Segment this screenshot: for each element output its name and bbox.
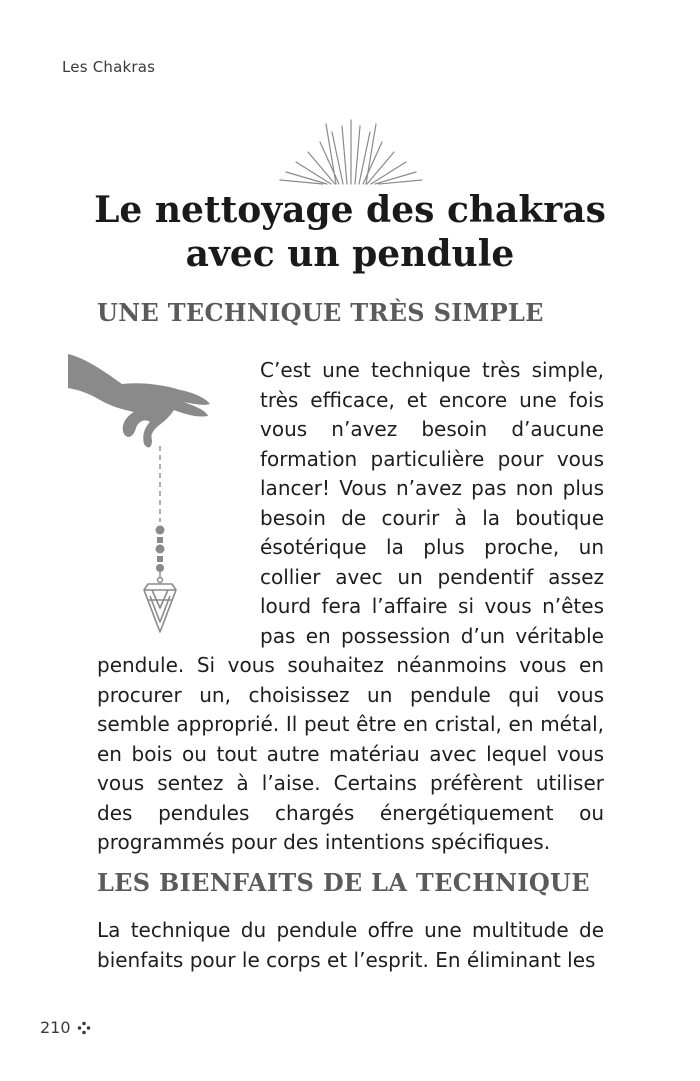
section-heading-benefits: LES BIENFAITS DE LA TECHNIQUE	[97, 868, 590, 897]
sunburst-ornament-icon	[276, 114, 426, 186]
body-paragraph-benefits: La technique du pendule offre une multitude de bienfaits pour le corps et l’esprit. En éliminant les	[97, 918, 604, 972]
illustration-wrap-spacer	[97, 356, 260, 646]
paragraph-text: C’est une technique très simple, très efficace, et encore une fois vous n’avez besoin d’aucune formation particulière pour vous lancer! Vous n’avez pas non plus besoin de courir à la boutique ésotérique la plus proche, un collier avec un pendentif assez lourd fera l’affaire si vous n’êtes pas en possession d’un véritable pendule. Si vous souhaitez néanmoins vous en procurer un, choisissez un pendule qui vous semble approprié. Il peut être en cristal, en métal, en bois ou tout autre matériau avec lequel vous vous sentez à l’aise. Certains préfèrent utiliser des pendules chargés énergétiquement ou programmés pour des intentions spécifiques.	[97, 358, 604, 854]
chapter-title: Le nettoyage des chakras avec un pendule	[94, 189, 606, 275]
section-heading-simple-technique: UNE TECHNIQUE TRÈS SIMPLE	[97, 298, 544, 327]
page-folio	[40, 1018, 91, 1037]
page-number: 210	[40, 1018, 71, 1037]
body-paragraph-simple-technique	[97, 356, 604, 858]
running-header: Les Chakras	[62, 58, 156, 76]
four-dot-ornament-icon	[77, 1021, 91, 1035]
